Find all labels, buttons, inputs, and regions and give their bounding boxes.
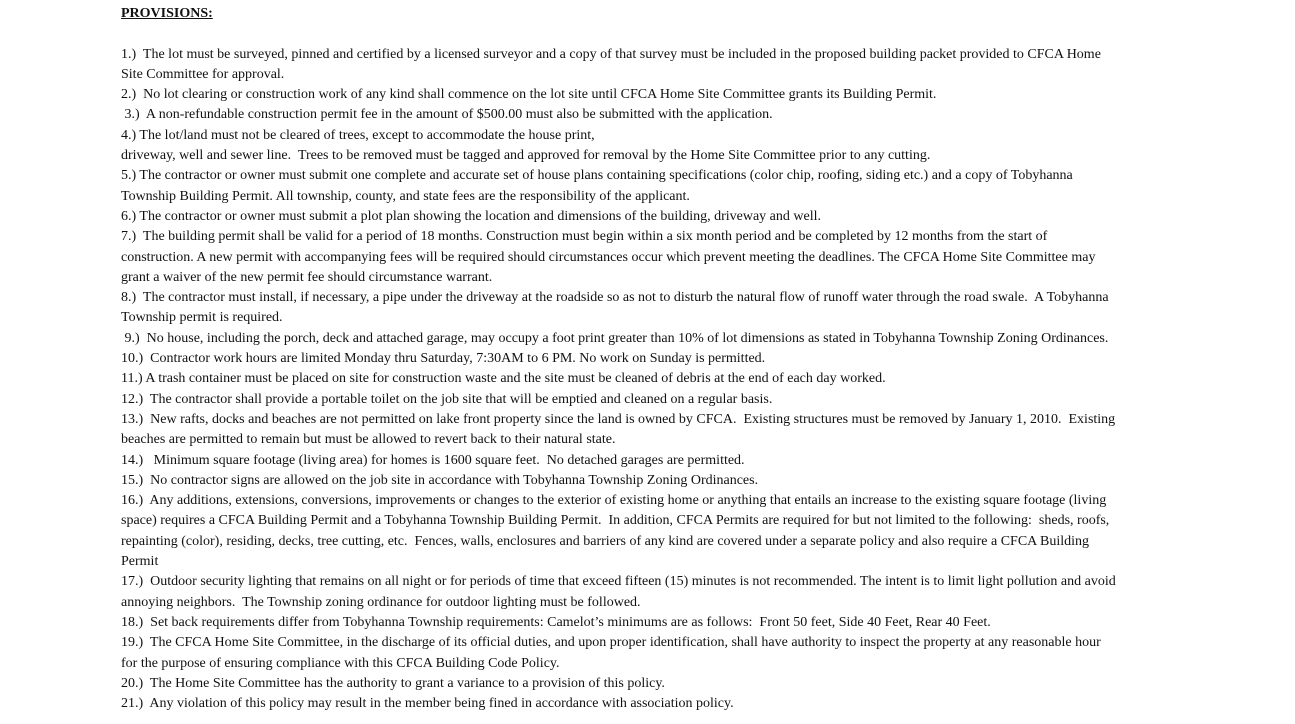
provision-line: repainting (color), residing, decks, tree cutting, etc. Fences, walls, enclosures and barriers of any kind are covered under a separate policy and also require a CFCA Building [121, 533, 1090, 549]
provision-line: construction. A new permit with accompanying fees will be required should circumstances occur which prevent meeting the deadlines. The CFCA Home Site Committee may [121, 249, 1096, 265]
provision-line: 10.) Contractor work hours are limited Monday thru Saturday, 7:30AM to 6 PM. No work on Sunday is permitted. [121, 351, 766, 367]
provision-line: 16.) Any additions, extensions, conversions, improvements or changes to the exterior of existing home or anything that entails an increase to the existing square footage (living [121, 493, 1107, 509]
provisions-heading: PROVISIONS: [121, 6, 213, 21]
provision-line: 7.) The building permit shall be valid for a period of 18 months. Construction must begin within a six month period and be completed by 12 months from the start of [121, 229, 1048, 245]
provision-line: grant a waiver of the new permit fee should circumstance warrant. [121, 269, 493, 285]
provision-line: 3.) A non-refundable construction permit fee in the amount of $500.00 must also be submitted with the application. [121, 107, 773, 123]
provision-line: Permit [121, 554, 159, 570]
provision-line: Site Committee for approval. [121, 66, 285, 82]
provision-line: 21.) Any violation of this policy may result in the member being fined in accordance with association policy. [121, 696, 734, 712]
provision-line: beaches are permitted to remain but must be allowed to revert back to their natural state. [121, 432, 616, 448]
provision-line: 19.) The CFCA Home Site Committee, in the discharge of its official duties, and upon proper identification, shall have authority to inspect the property at any reasonable hour [121, 635, 1101, 651]
provisions-list [121, 45, 1141, 715]
provision-line: space) requires a CFCA Building Permit and a Tobyhanna Township Building Permit. In addition, CFCA Permits are required for but not limited to the following: sheds, roofs, [121, 513, 1110, 529]
provision-line: 6.) The contractor or owner must submit a plot plan showing the location and dimensions of the building, driveway and well. [121, 208, 821, 224]
provision-line: 12.) The contractor shall provide a portable toilet on the job site that will be emptied and cleaned on a regular basis. [121, 391, 773, 407]
provision-line: 14.) Minimum square footage (living area) for homes is 1600 square feet. No detached garages are permitted. [121, 452, 745, 468]
provision-line: 8.) The contractor must install, if necessary, a pipe under the driveway at the roadside so as not to disturb the natural flow of runoff water through the road swale. A Tobyhanna [121, 290, 1109, 306]
provision-line: 11.) A trash container must be placed on site for construction waste and the site must be cleaned of debris at the end of each day worked. [121, 371, 886, 387]
provision-line: 4.) The lot/land must not be cleared of trees, except to accommodate the house print, [121, 127, 595, 143]
provision-line: 9.) No house, including the porch, deck and attached garage, may occupy a foot print greater than 10% of lot dimensions as stated in Tobyhanna Township Zoning Ordinances. [121, 330, 1109, 346]
provision-line: 13.) New rafts, docks and beaches are not permitted on lake front property since the land is owned by CFCA. Existing structures must be removed by January 1, 2010. Existing [121, 411, 1116, 427]
provision-line: 15.) No contractor signs are allowed on the job site in accordance with Tobyhanna Township Zoning Ordinances. [121, 472, 759, 488]
provision-line: 17.) Outdoor security lighting that remains on all night or for periods of time that exceed fifteen (15) minutes is not recommended. The intent is to limit light pollution and avoid [121, 574, 1116, 590]
provision-line: 20.) The Home Site Committee has the authority to grant a variance to a provision of this policy. [121, 675, 665, 691]
provision-line: 2.) No lot clearing or construction work of any kind shall commence on the lot site until CFCA Home Site Committee grants its Building Permit. [121, 87, 937, 103]
blank-line [121, 24, 1141, 44]
provision-line: 1.) The lot must be surveyed, pinned and certified by a licensed surveyor and a copy of that survey must be included in the proposed building packet provided to CFCA Home [121, 46, 1101, 62]
provision-line: for the purpose of ensuring compliance with this CFCA Building Code Policy. [121, 655, 560, 671]
provision-line: annoying neighbors. The Township zoning ordinance for outdoor lighting must be followed. [121, 594, 641, 610]
provision-line: Township permit is required. [121, 310, 283, 326]
provision-line: driveway, well and sewer line. Trees to be removed must be tagged and approved for removal by the Home Site Committee prior to any cutting. [121, 148, 931, 164]
provision-line: 5.) The contractor or owner must submit one complete and accurate set of house plans containing specifications (color chip, roofing, siding etc.) and a copy of Tobyhanna [121, 168, 1073, 184]
provision-line: 18.) Set back requirements differ from Tobyhanna Township requirements: Camelot’s minimums are as follows: Front 50 feet, Side 40 Feet, Rear 40 Feet. [121, 614, 991, 630]
provisions-document [121, 4, 1141, 714]
provision-line: Township Building Permit. All township, county, and state fees are the responsibility of the applicant. [121, 188, 690, 204]
